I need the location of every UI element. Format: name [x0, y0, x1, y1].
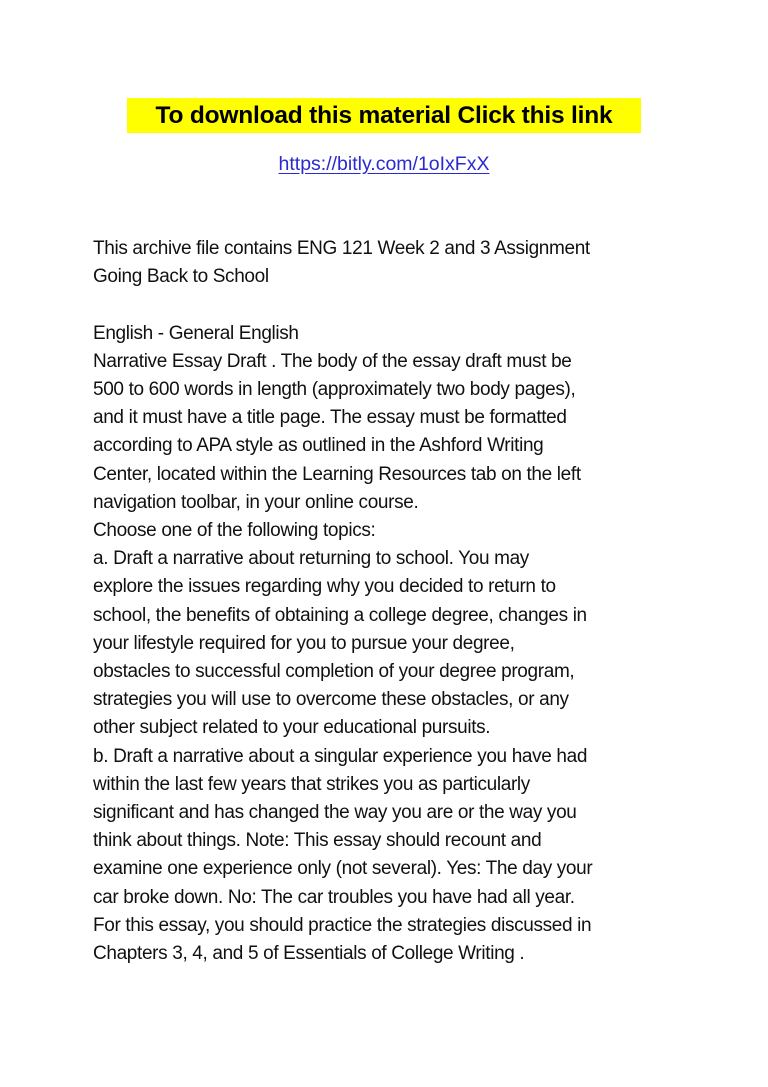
text-line: and it must have a title page. The essay must be formatted	[93, 407, 567, 429]
text-line: b. Draft a narrative about a singular experience you have had	[93, 745, 588, 767]
text-line: strategies you will use to overcome these obstacles, or any	[93, 689, 569, 711]
paragraph-gap	[93, 291, 693, 319]
text-line: within the last few years that strikes you as particularly	[93, 773, 530, 795]
text-line: according to APA style as outlined in the Ashford Writing	[93, 435, 544, 457]
download-link[interactable]: https://bitly.com/1oIxFxX	[278, 153, 490, 175]
assignment-paragraph	[93, 348, 693, 545]
text-line: Choose one of the following topics:	[93, 520, 376, 542]
topic-a-paragraph	[93, 545, 693, 742]
intro-paragraph	[93, 235, 693, 291]
link-row	[0, 150, 768, 178]
headline-text: To download this material Click this link	[155, 102, 613, 129]
text-line: think about things. Note: This essay should recount and	[93, 830, 542, 852]
text-line: obstacles to successful completion of your degree program,	[93, 661, 575, 683]
text-line: other subject related to your educational pursuits.	[93, 717, 491, 739]
text-line: car broke down. No: The car troubles you have had all year.	[93, 886, 575, 908]
text-line: examine one experience only (not several). Yes: The day your	[93, 858, 593, 880]
category-line	[93, 320, 693, 348]
text-line: Center, located within the Learning Resources tab on the left	[93, 463, 581, 485]
text-line: For this essay, you should practice the strategies discussed in	[93, 914, 592, 936]
text-line: school, the benefits of obtaining a college degree, changes in	[93, 604, 587, 626]
text-line: Narrative Essay Draft . The body of the essay draft must be	[93, 350, 572, 372]
document-body	[93, 235, 693, 968]
text-line: Chapters 3, 4, and 5 of Essentials of College Writing .	[93, 943, 525, 965]
text-line: 500 to 600 words in length (approximately two body pages),	[93, 379, 576, 400]
download-headline	[127, 98, 641, 133]
text-line: significant and has changed the way you are or the way you	[93, 802, 577, 824]
text-line: This archive file contains ENG 121 Week 2 and 3 Assignment	[93, 238, 590, 259]
text-line: Going Back to School	[93, 266, 269, 288]
text-line: explore the issues regarding why you decided to return to	[93, 576, 556, 598]
text-line: a. Draft a narrative about returning to school. You may	[93, 548, 529, 570]
text-line: your lifestyle required for you to pursue your degree,	[93, 632, 515, 654]
text-line: navigation toolbar, in your online course.	[93, 491, 419, 513]
category-text: English - General English	[93, 322, 299, 344]
topic-b-paragraph	[93, 743, 693, 969]
